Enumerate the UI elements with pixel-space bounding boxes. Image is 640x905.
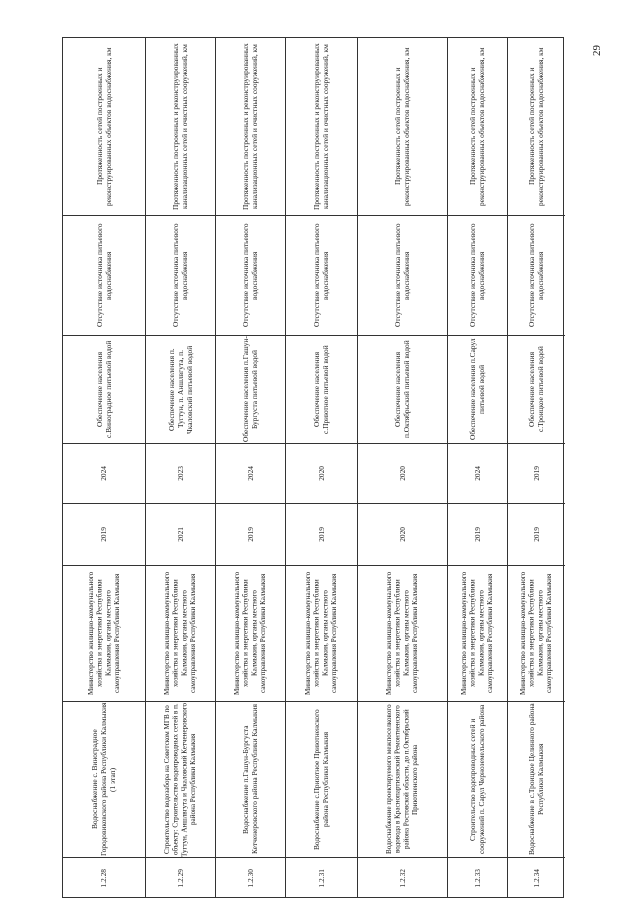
cell-problem: Отсутствие источника питьевого водоснабжения [146,216,215,336]
cell-start-year: 2019 [286,504,357,566]
cell-start-year: 2021 [146,504,215,566]
cell-number: 1.2.33 [472,869,482,888]
cell-number: 1.2.34 [531,869,541,888]
cell-executor: Министерство жилищно-коммунального хозяйства и энергетики Республики Калмыкия, органы местного самоуправления Республики Калмыкия [508,566,565,702]
cell-number: 1.2.31 [316,869,326,888]
cell-problem: Отсутствие источника питьевого водоснабжения [63,216,145,336]
cell-problem: Отсутствие источника питьевого водоснабжения [286,216,357,336]
table-row [216,38,286,897]
cell-indicator: Протяженность сетей построенных и реконструированных объектов водоснабжения, км [63,38,145,216]
cell-end-year: 2024 [448,444,507,504]
cell-goal: Обеспечение населения п.Октябрьский питьевой водой [358,336,447,444]
cell-number: 1.2.32 [397,869,407,888]
cell-end-year: 2020 [358,444,447,504]
cell-name: Водоснабжение с. Виноградное Городовиковского района Республики Калмыкия (1 этап) [63,702,145,858]
table-row [508,38,565,897]
cell-problem: Отсутствие источника питьевого водоснабжения [358,216,447,336]
cell-name: Водоснабжение с.Приютное Приютненского района Республики Калмыкия [286,702,357,858]
cell-start-year: 2020 [358,504,447,566]
cell-executor: Министерство жилищно-коммунального хозяйства и энергетики Республики Калмыкия, органы местного самоуправления Республики Калмыкия [286,566,357,702]
cell-goal: Обеспечение населения п.Гашун-Бургуста питьевой водой [216,336,285,444]
table-row [358,38,448,897]
cell-end-year: 2024 [63,444,145,504]
page-number: 29 [591,45,603,57]
program-table [62,37,564,898]
cell-problem: Отсутствие источника питьевого водоснабжения [216,216,285,336]
cell-name: Водоснабжение в с.Троицкое Целинного района Республики Калмыкия [508,702,565,858]
cell-indicator: Протяженность сетей построенных и реконструированных объектов водоснабжения, км [358,38,447,216]
table-row [63,38,146,897]
cell-executor: Министерство жилищно-коммунального хозяйства и энергетики Республики Калмыкия, органы местного самоуправления Республики Калмыкия [63,566,145,702]
cell-indicator: Протяженность построенных и реконструированных канализационных сетей и очистных сооружений, км [286,38,357,216]
cell-indicator: Протяженность сетей построенных и реконструированных объектов водоснабжения, км [508,38,565,216]
cell-name: Строительство водозабора на Советском МГВ по объекту: Строительство водопроводных сетей в п. Тугтун, Аншлвгута и Чкаловский Кетченеровского района Республики Калмыкия [146,702,215,858]
cell-indicator: Протяженность построенных и реконструированных канализационных сетей и очистных сооружений, км [146,38,215,216]
cell-start-year: 2019 [508,504,565,566]
table-row [448,38,508,897]
cell-executor: Министерство жилищно-коммунального хозяйства и энергетики Республики Калмыкия, органы местного самоуправления Республики Калмыкия [358,566,447,702]
cell-end-year: 2023 [146,444,215,504]
cell-name: Водоснабжение п.Гашун-Бургуста Кетченеровского района Республики Калмыкия [216,702,285,858]
cell-problem: Отсутствие источника питьевого водоснабжения [508,216,565,336]
cell-end-year: 2020 [286,444,357,504]
cell-indicator: Протяженность построенных и реконструированных канализационных сетей и очистных сооружений, км [216,38,285,216]
cell-goal: Обеспечение населения с.Троицкое питьевой водой [508,336,565,444]
cell-start-year: 2019 [216,504,285,566]
cell-executor: Министерство жилищно-коммунального хозяйства и энергетики Республики Калмыкия, органы местного самоуправления Республики Калмыкия [448,566,507,702]
cell-goal: Обеспечение населения с.Виноградное питьевой водой [63,336,145,444]
cell-name: Водоснабжение проектируемого межпоселкового водовода в Краснопартизанский Ремонтненского района Ростовской области, до п.Октябрьский Приютненского района [358,702,447,858]
cell-goal: Обеспечение населения п.Сарул питьевой водой [448,336,507,444]
cell-problem: Отсутствие источника питьевого водоснабжения [448,216,507,336]
cell-start-year: 2019 [448,504,507,566]
cell-indicator: Протяженность сетей построенных и реконструированных объектов водоснабжения, км [448,38,507,216]
cell-number: 1.2.29 [175,869,185,888]
table-row [146,38,216,897]
cell-start-year: 2019 [63,504,145,566]
cell-executor: Министерство жилищно-коммунального хозяйства и энергетики Республики Калмыкия, органы местного самоуправления Республики Калмыкия [146,566,215,702]
table-row [286,38,358,897]
cell-number: 1.2.30 [245,869,255,888]
cell-goal: Обеспечение населения п. Тугтун, п. Аншлвгута, п. Чкаловский питьевой водой [146,336,215,444]
cell-end-year: 2024 [216,444,285,504]
cell-goal: Обеспечение населения с.Приютное питьевой водой [286,336,357,444]
cell-end-year: 2019 [508,444,565,504]
cell-number: 1.2.28 [99,869,109,888]
cell-executor: Министерство жилищно-коммунального хозяйства и энергетики Республики Калмыкия, органы местного самоуправления Республики Калмыкия [216,566,285,702]
cell-name: Строительство водопроводных сетей и сооружений п. Сарул Черноземельского района [448,702,507,858]
